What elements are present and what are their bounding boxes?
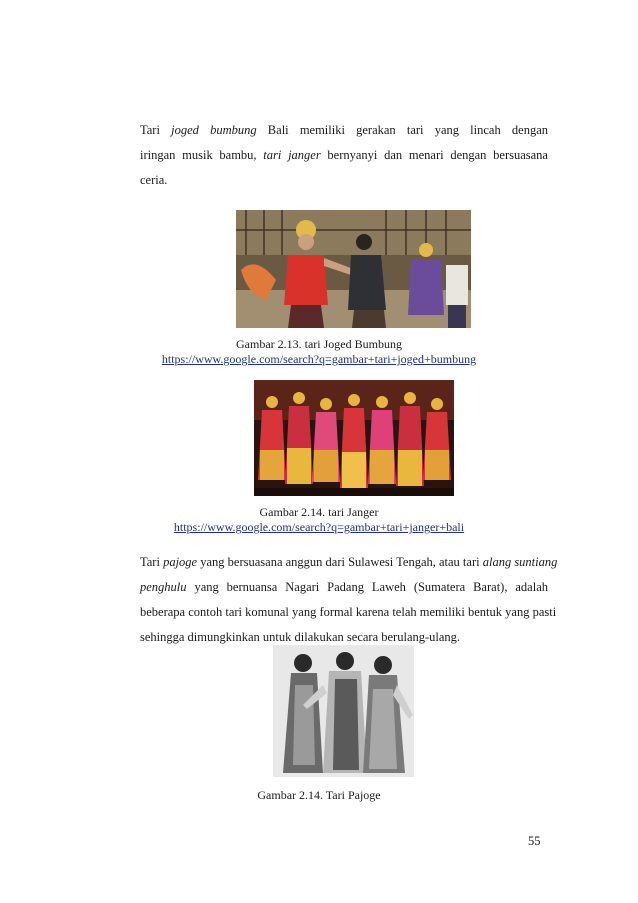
source-link-janger[interactable]: https://www.google.com/search?q=gambar+tari+janger+bali [173, 520, 465, 534]
figure-caption-2-14: Gambar 2.14. tari Janger [259, 505, 379, 519]
photo-janger [254, 380, 454, 496]
paragraph-pajoge: Tari pajoge yang bersuasana anggun dari Sulawesi Tengah, atau tari alang suntiang penghulu yang bernuansa Nagari Padang Laweh (Sumatera Barat), adalah beberapa contoh tari komunal yang formal karena telah memiliki bentuk yang pasti sehingga dimungkinkan untuk dilakukan secara berulang-ulang. [140, 555, 558, 644]
photo-pajoge [273, 645, 414, 777]
page-number: 55 [528, 834, 541, 848]
figure-caption-pajoge: Gambar 2.14. Tari Pajoge [257, 788, 381, 802]
source-link-joged-bumbung[interactable]: https://www.google.com/search?q=gambar+tari+joged+bumbung [161, 352, 477, 366]
figure-caption-2-13: Gambar 2.13. tari Joged Bumbung [236, 337, 402, 351]
paragraph-joged-bumbung: Tari joged bumbung Bali memiliki gerakan tari yang lincah dengan iringan musik bambu, tari janger bernyanyi dan menari dengan bersuasana ceria. [140, 123, 548, 187]
photo-joged-bumbung [236, 210, 471, 328]
